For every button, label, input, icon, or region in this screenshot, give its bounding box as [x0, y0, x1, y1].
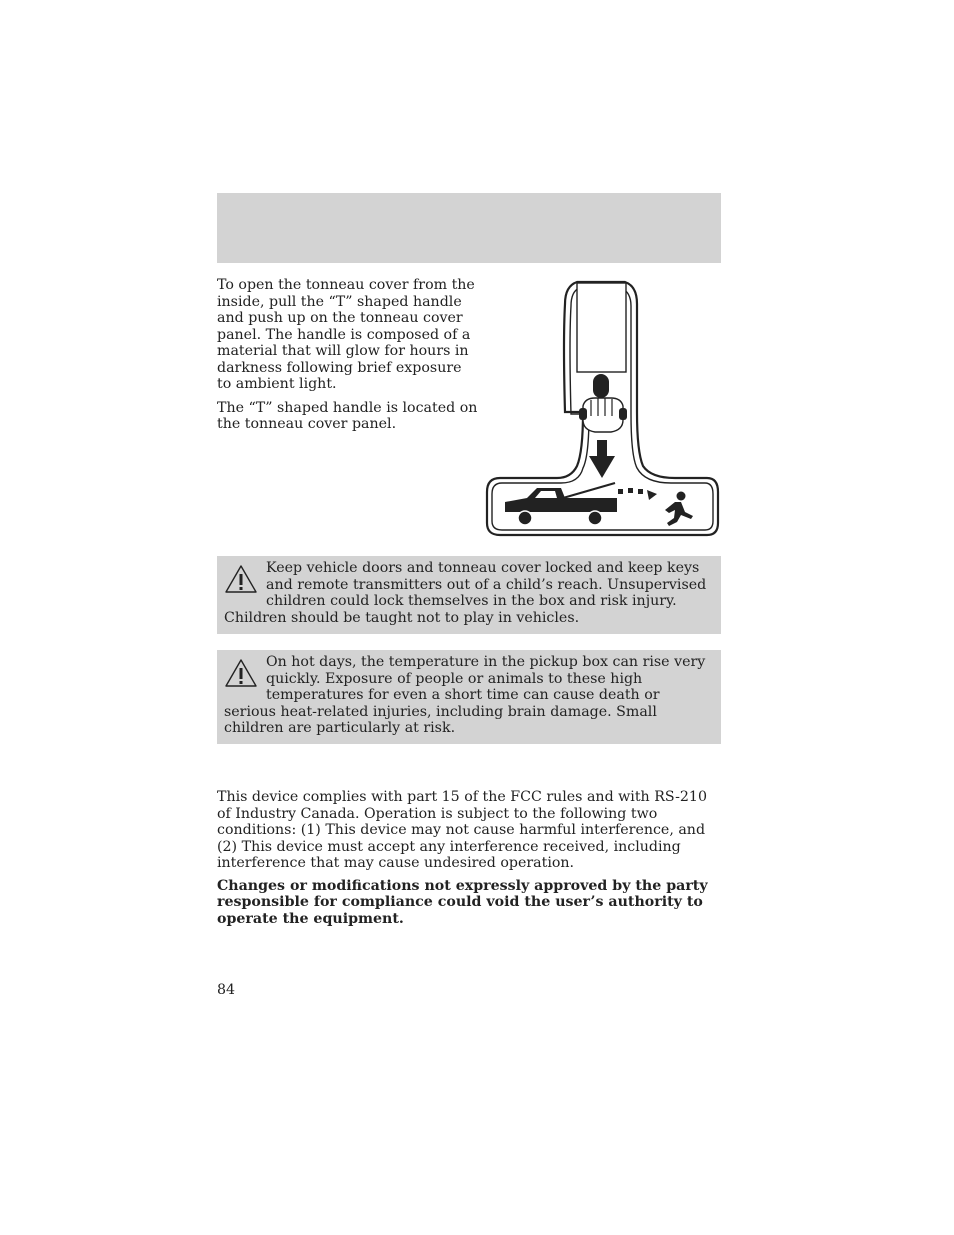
down-arrow-icon: [589, 440, 615, 478]
warning-text-child-safety: Keep vehicle doors and tonneau cover locked and keep keys and remote transmitters out of a child’s reach. Unsupervised children could lock themselves in the box and risk injury. Children should be taught not to play in vehicles.: [224, 560, 707, 626]
intro-paragraph-1: To open the tonneau cover from the inside, pull the “T” shaped handle and push up on the tonneau cover panel. The handle is composed of a material that will glow for hours in darkness following brief exposure to ambient light.: [217, 277, 475, 392]
fcc-bold-notice: Changes or modifications not expressly approved by the party responsible for compliance could void the user’s authority to operate the equipment.: [217, 877, 708, 927]
intro-paragraph-2: The “T” shaped handle is located on the tonneau cover panel.: [217, 399, 478, 432]
intro-text: [217, 277, 479, 440]
warning-text-heat: On hot days, the temperature in the pickup box can rise very quickly. Exposure of people or animals to these high temperatures for even a short time can cause death or serious heat-related injuries, including brain damage. Small children are particularly at risk.: [224, 654, 706, 736]
hand-pulling-handle-icon: [579, 398, 627, 432]
fcc-compliance-section: [217, 789, 721, 933]
warning-triangle-icon: [224, 564, 258, 594]
warning-box-child-safety: [217, 556, 721, 634]
t-handle-label-icon: [485, 280, 721, 538]
fcc-paragraph: This device complies with part 15 of the FCC rules and with RS-210 of Industry Canada. Operation is subject to the following two conditions: (1) This device may not cause harmful interference, and (2) This device must accept any interference received, including interference that may cause undesired operation.: [217, 789, 707, 871]
section-header-band: [217, 193, 721, 263]
pickup-truck-icon: [505, 483, 617, 525]
warning-box-heat: [217, 650, 721, 744]
warning-triangle-icon: [224, 658, 258, 688]
page-number: 84: [217, 982, 236, 998]
running-person-icon: [665, 492, 693, 527]
